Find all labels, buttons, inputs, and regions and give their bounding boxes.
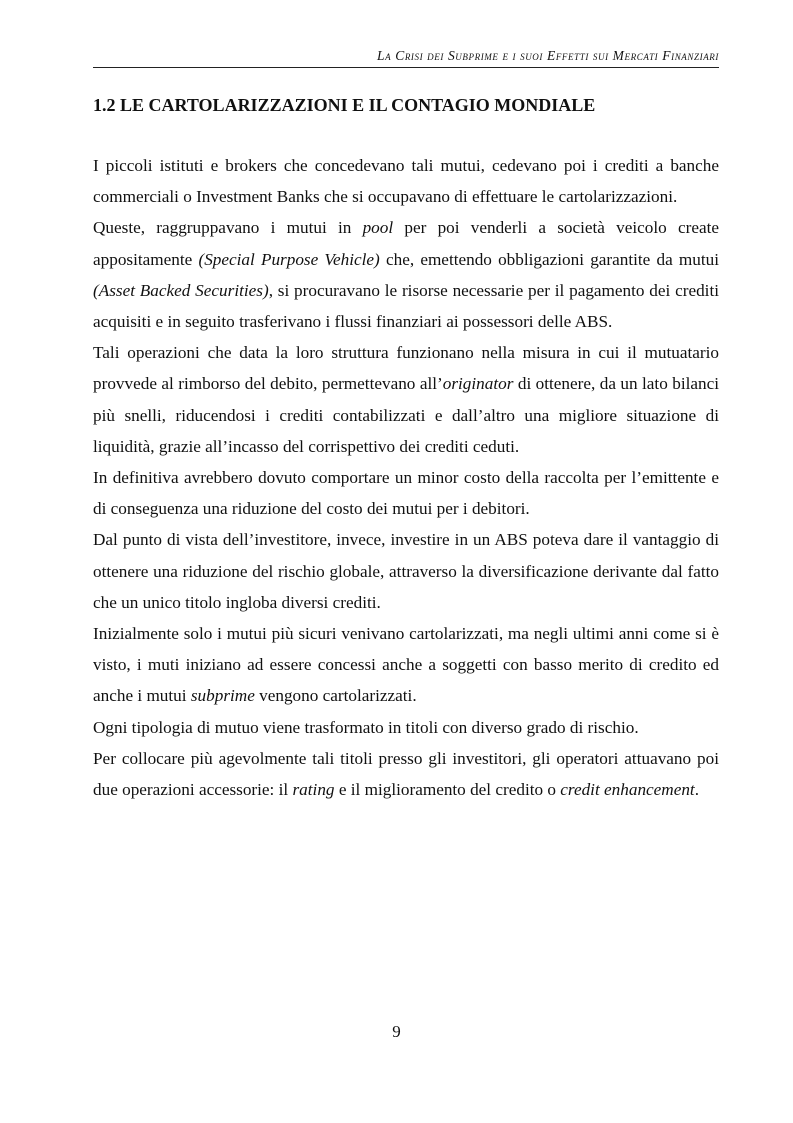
running-header: La Crisi dei Subprime e i suoi Effetti sui Mercati Finanziari [377,48,719,63]
italic-term: subprime [190,686,255,706]
text-run: In definitiva avrebbero dovuto comportare un minor costo della raccolta per l’emittente e di conseguenza una riduzione del costo dei mutui per i debitori. [93,468,719,519]
text-run: e il miglioramento del credito o [334,780,561,800]
text-run: Dal punto di vista dell’investitore, invece, investire in un ABS poteva dare il vantaggio di ottenere una riduzione del rischio globale, attraverso la diversificazione derivante dal fatto che un unico titolo ingloba diversi crediti. [93,530,719,612]
italic-term: originator [442,374,514,394]
italic-term: credit enhancement [560,780,695,800]
paragraph-2 [93,212,719,337]
header-rule [93,67,719,68]
text-run: Queste, raggruppavano i mutui in [93,218,363,238]
body-text [93,150,719,805]
paragraph-7 [93,712,719,743]
section-title: 1.2 LE CARTOLARIZZAZIONI E IL CONTAGIO MONDIALE [93,95,596,115]
text-run: I piccoli istituti e brokers che concedevano tali mutui, cedevano poi i crediti a banche commerciali o Investment Banks che si occupavano di effettuare le cartolarizzazioni. [93,156,719,207]
italic-term: (Asset Backed Securities) [93,280,269,300]
italic-term: pool [362,218,394,238]
text-run: Per collocare più agevolmente tali titoli presso gli investitori, gli operatori attuavano poi due operazioni accessorie: il [93,748,719,800]
text-run: di ottenere, da un lato bilanci più snelli, riducendosi i crediti contabilizzati e dall’altro una migliore situazione di liquidità, grazie all’incasso del corrispettivo dei crediti ceduti. [93,374,719,456]
page-number: 9 [392,1022,401,1041]
text-run: Ogni tipologia di mutuo viene trasformato in titoli con diverso grado di rischio. [93,717,639,737]
paragraph-1 [93,150,719,212]
italic-term: rating [292,780,335,800]
text-run: Tali operazioni che data la loro struttura funzionano nella misura in cui il mutuatario provvede al rimborso del debito, permettevano all’ [93,343,719,394]
text-run: , si procuravano le risorse necessarie per il pagamento dei crediti acquisiti e in seguito trasferivano i flussi finanziari ai possessori delle ABS. [93,280,720,332]
paragraph-5 [93,524,719,618]
paragraph-6 [93,618,719,712]
text-run: per poi venderli a società veicolo create appositamente [93,218,720,269]
paragraph-4 [93,462,719,524]
paragraph-3 [93,337,719,462]
text-run: Inizialmente solo i mutui più sicuri venivano cartolarizzati, ma negli ultimi anni come si è visto, i muti iniziano ad essere concessi anche a soggetti con basso merito di credito ed anche i mutui [93,624,719,706]
paragraph-8 [93,743,719,805]
italic-term: (Special Purpose Vehicle) [198,249,380,269]
text-run: . [694,780,699,800]
text-run: che, emettendo obbligazioni garantite da mutui [379,249,720,269]
text-run: vengono cartolarizzati. [254,686,417,706]
